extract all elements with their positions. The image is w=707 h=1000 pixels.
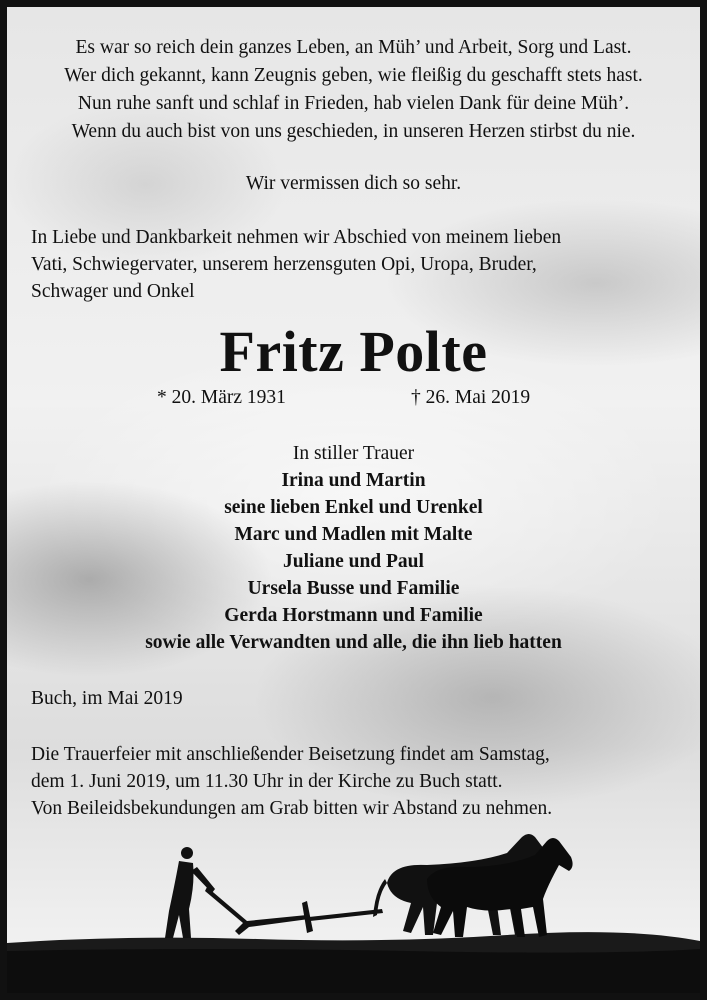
life-dates bbox=[7, 387, 700, 415]
mourner-name: sowie alle Verwandten und alle, die ihn lieb hatten bbox=[145, 632, 562, 653]
poem-line: Wer dich gekannt, kann Zeugnis geben, wie fleißig du geschafft stets hast. bbox=[64, 65, 643, 86]
intro-line: In Liebe und Dankbarkeit nehmen wir Abschied von meinem lieben bbox=[31, 227, 562, 248]
miss-line: Wir vermissen dich so sehr. bbox=[245, 173, 462, 194]
mourner-name: Gerda Horstmann und Familie bbox=[224, 605, 483, 626]
funeral-line: Von Beileidsbekundungen am Grab bitten wir Abstand zu nehmen. bbox=[31, 798, 553, 819]
place-date: Buch, im Mai 2019 bbox=[31, 688, 183, 709]
poem-line: Wenn du auch bist von uns geschieden, in unseren Herzen stirbst du nie. bbox=[71, 121, 636, 142]
mourner-name: Ursela Busse und Familie bbox=[247, 578, 460, 599]
mourner-name: Irina und Martin bbox=[281, 470, 426, 491]
farmer-plough-silhouette bbox=[7, 823, 700, 993]
mourner-name: Marc und Madlen mit Malte bbox=[234, 524, 473, 545]
intro-line: Schwager und Onkel bbox=[31, 281, 195, 302]
mourner-name: seine lieben Enkel und Urenkel bbox=[224, 497, 483, 518]
death-date: † 26. Mai 2019 bbox=[411, 387, 531, 408]
mourner-name: Juliane und Paul bbox=[283, 551, 424, 572]
poem-line: Es war so reich dein ganzes Leben, an Müh’ und Arbeit, Sorg und Last. bbox=[75, 37, 632, 58]
funeral-line: dem 1. Juni 2019, um 11.30 Uhr in der Kirche zu Buch statt. bbox=[31, 771, 503, 792]
memorial-poem bbox=[7, 34, 700, 146]
birth-date: * 20. März 1931 bbox=[157, 387, 286, 408]
intro-line: Vati, Schwiegervater, unserem herzensguten Opi, Uropa, Bruder, bbox=[31, 254, 537, 275]
deceased-name: Fritz Polte bbox=[219, 319, 488, 384]
mourners-heading: In stiller Trauer bbox=[292, 443, 415, 464]
intro-paragraph bbox=[31, 224, 676, 305]
funeral-notice bbox=[31, 741, 676, 822]
poem-line: Nun ruhe sanft und schlaf in Frieden, hab vielen Dank für deine Müh’. bbox=[77, 93, 630, 114]
mourners-block bbox=[7, 440, 700, 656]
funeral-line: Die Trauerfeier mit anschließender Beisetzung findet am Samstag, bbox=[31, 744, 550, 765]
